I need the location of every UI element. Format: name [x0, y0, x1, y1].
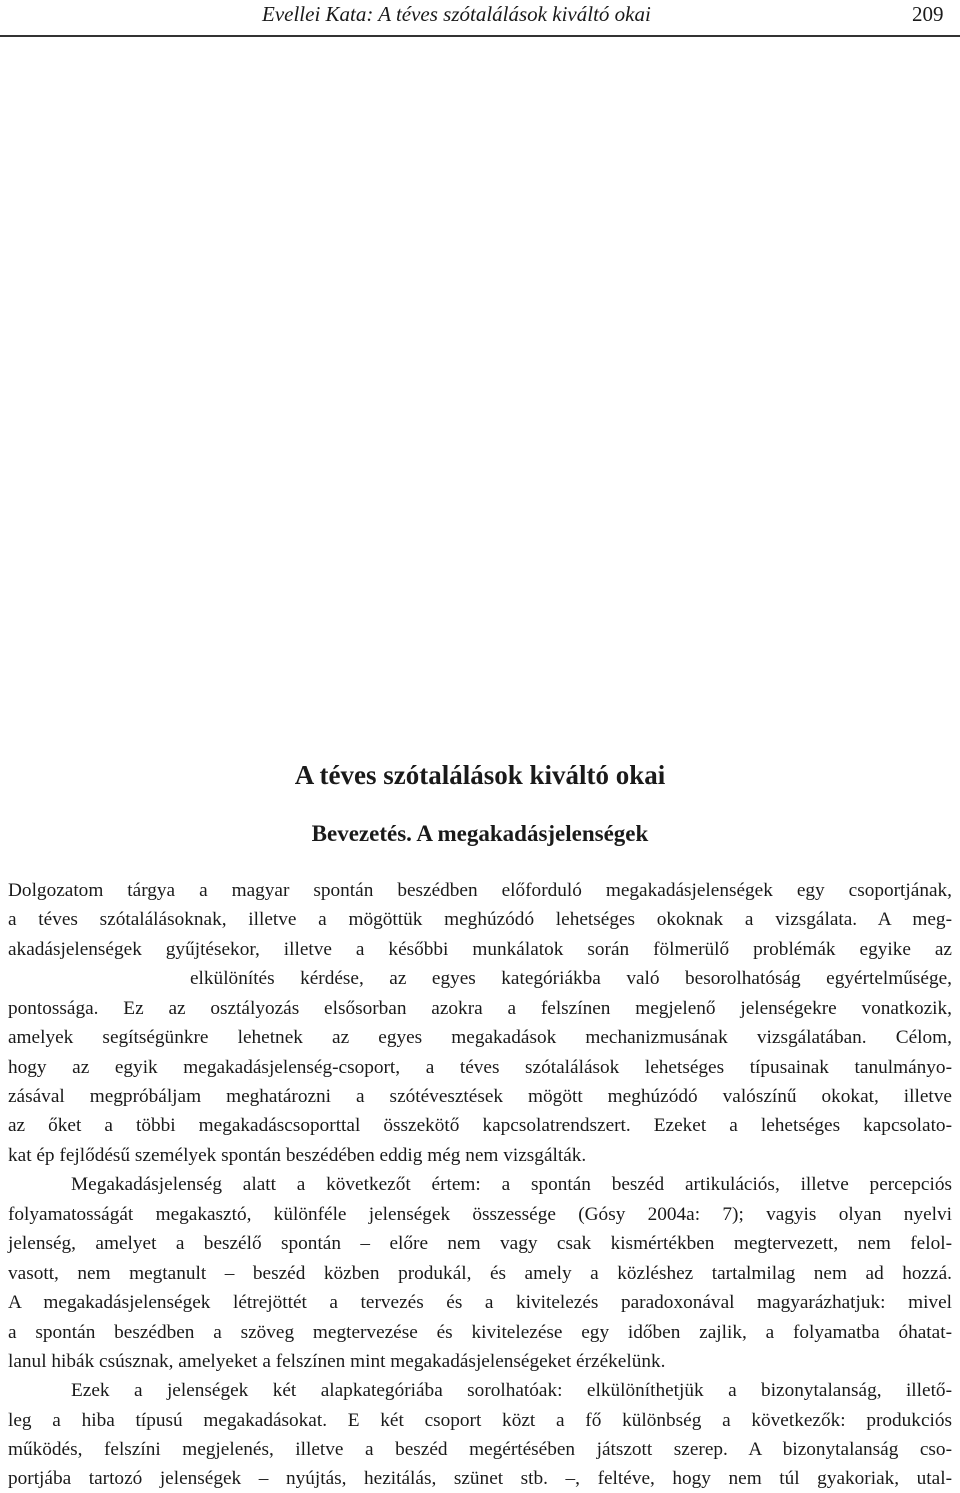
running-header [0, 0, 960, 36]
body-line: a spontán beszédben a szöveg megtervezése és kivitelezése egy időben zajlik, a folyamatba óhatat- [8, 1322, 952, 1343]
header-rule [0, 35, 960, 37]
body-line: Ezek a jelenségek két alapkategóriába sorolhatóak: elkülöníthetjük a bizonytalanság, illető- [71, 1380, 952, 1401]
body-line: amelyek segítségünkre lehetnek az egyes megakadások mechanizmusának vizsgálatában. Célom, [8, 1027, 952, 1048]
body-line: leg a hiba típusú megakadásokat. E két csoport közt a fő különbség a következők: produkciós [8, 1410, 952, 1431]
body-line: akadásjelenségek gyűjtésekor, illetve a későbbi munkálatok során fölmerülő problémák egyike az [8, 939, 952, 960]
body-line: Megakadásjelenség alatt a következőt értem: a spontán beszéd artikulációs, illetve percepciós [71, 1174, 952, 1195]
body-line: portjába tartozó jelenségek – nyújtás, hezitálás, szünet stb. –, feltéve, hogy nem túl gyakoriak, utal- [8, 1468, 952, 1489]
body-line: vasott, nem megtanult – beszéd közben produkál, és amely a közléshez tartalmilag nem ad hozzá. [8, 1263, 952, 1284]
body-line: hogy az egyik megakadásjelenség-csoport, a téves szótalálások lehetséges típusainak tanulmányo- [8, 1057, 952, 1078]
body-line: folyamatosságát megakasztó, különféle jelenségek összessége (Gósy 2004a: 7); vagyis olyan nyelvi [8, 1204, 952, 1225]
body-line: jelenség, amelyet a beszélő spontán – előre nem vagy csak kismértékben megtervezett, nem felol- [8, 1233, 952, 1254]
body-line: elkülönítés kérdése, az egyes kategóriákba való besorolhatóság egyértelműsége, [190, 968, 952, 989]
body-line: lanul hibák csúsznak, amelyeket a felszínen mint megakadásjelenségeket érzékelünk. [8, 1351, 666, 1372]
body-line: a téves szótalálásoknak, illetve a mögöttük meghúzódó lehetséges okoknak a vizsgálata. A meg- [8, 909, 952, 930]
article-title: A téves szótalálások kiváltó okai [294, 760, 666, 790]
body-line: A megakadásjelenségek létrejöttét a tervezés és a kivitelezés paradoxonával magyarázhatjuk: mivel [8, 1292, 952, 1313]
section-heading: Bevezetés. A megakadásjelenségek [311, 821, 649, 846]
running-title: Evellei Kata: A téves szótalálások kiváltó okai [262, 2, 651, 26]
body-line: pontossága. Ez az osztályozás elsősorban azokra a felszínen megjelenő jelenségekre vonatkozik, [8, 998, 952, 1019]
body-line: működés, felszíni megjelenés, illetve a beszéd megértésében játszott szerep. A bizonytalanság cso- [8, 1439, 952, 1460]
page-number: 209 [912, 2, 944, 26]
body-line: az őket a többi megakadáscsoporttal összekötő kapcsolatrendszert. Ezeket a lehetséges kapcsolato- [8, 1115, 952, 1136]
body-line: zásával megpróbáljam meghatározni a szótévesztések mögött meghúzódó valószínű okokat, illetve [8, 1086, 952, 1107]
body-line: Dolgozatom tárgya a magyar spontán beszédben előforduló megakadásjelenségek egy csoportjának, [8, 880, 952, 901]
body-line: kat ép fejlődésű személyek spontán beszédében eddig még nem vizsgálták. [8, 1145, 587, 1166]
